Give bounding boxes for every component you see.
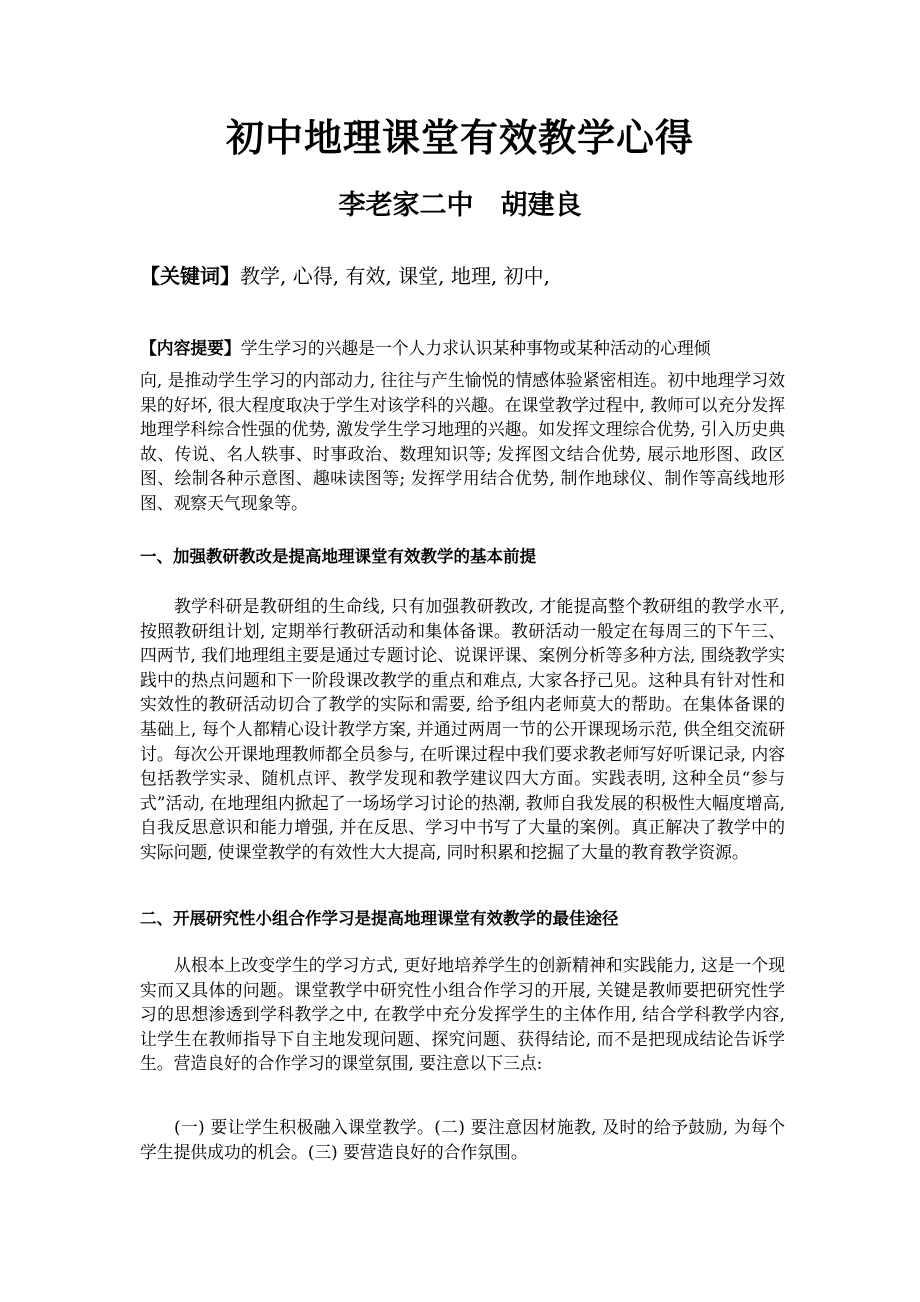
- section-1-heading: 一、加强教研教改是提高地理课堂有效教学的基本前提: [140, 547, 536, 566]
- abstract-first-line: [140, 334, 711, 362]
- abstract-body: 向, 是推动学生学习的内部动力, 往往与产生愉悦的情感体验紧密相连。初中地理学习效果的好坏, 很大程度取决于学生对该学科的兴趣。在课堂教学过程中, 教师可以充分发挥地理学科综合性强的优势, 激发学生学习地理的兴趣。如发挥文理综合优势, 引入历史典故、传说、名人轶事、时事政治、数理知识等; 发挥图文结合优势, 展示地形图、政区图、绘制各种示意图、趣味读图等; 发挥学用结合优势, 制作地球仪、制作等高线地形图、观察天气现象等。: [140, 370, 785, 513]
- document-title: 初中地理课堂有效教学心得: [225, 116, 694, 160]
- section-2-points: (一) 要让学生积极融入课堂教学。(二) 要注意因材施教, 及时的给予鼓励, 为每个学生提供成功的机会。(三) 要营造良好的合作氛围。: [140, 1117, 785, 1162]
- abstract-label: 【内容提要】: [140, 338, 241, 358]
- section-2-body: 从根本上改变学生的学习方式, 更好地培养学生的创新精神和实践能力, 这是一个现实而又具体的问题。课堂教学中研究性小组合作学习的开展, 关键是教师要把研究性学习的思想渗透到学科教学之中, 在教学中充分发挥学生的主体作用, 结合学科教学内容, 让学生在教师指导下自主地发现问题、探究问题、获得结论, 而不是把现成结论告诉学生。营造良好的合作学习的课堂氛围, 要注意以下三点:: [140, 955, 785, 1074]
- author-line: 李老家二中 胡建良: [338, 190, 582, 221]
- abstract-first-text: 学生学习的兴趣是一个人力求认识某种事物或某种活动的心理倾: [240, 338, 711, 358]
- keywords-label: 【关键词】: [140, 264, 240, 288]
- keywords-line: [140, 258, 550, 294]
- section-1-body: 教学科研是教研组的生命线, 只有加强教研教改, 才能提高整个教研组的教学水平, 按照教研组计划, 定期举行教研活动和集体备课。教研活动一般定在每周三的下午三、四两节, 我们地理组主要是通过专题讨论、说课评课、案例分析等多种方法, 围绕教学实践中的热点问题和下一阶段课改教学的重点和难点, 大家各抒己见。这种具有针对性和实效性的教研活动切合了教学的实际和需要, 给予组内老师莫大的帮助。在集体备课的基础上, 每个人都精心设计教学方案, 并通过两周一节的公开课现场示范, 供全组交流研讨。每次公开课地理教师都全员参与, 在听课过程中我们要求教老师写好听课记录, 内容包括教学实录、随机点评、教学发现和教学建议四大方面。实践表明, 这种全员“参与式”活动, 在地理组内掀起了一场场学习讨论的热潮, 教师自我发展的积极性大幅度增高, 自我反思意识和能力增强, 并在反思、学习中书写了大量的案例。真正解决了教学中的实际问题, 使课堂教学的有效性大大提高, 同时积累和挖掘了大量的教育教学资源。: [140, 596, 785, 862]
- section-2-heading: 二、开展研究性小组合作学习是提高地理课堂有效教学的最佳途径: [140, 909, 619, 928]
- keywords-text: 教学, 心得, 有效, 课堂, 地理, 初中,: [240, 264, 550, 288]
